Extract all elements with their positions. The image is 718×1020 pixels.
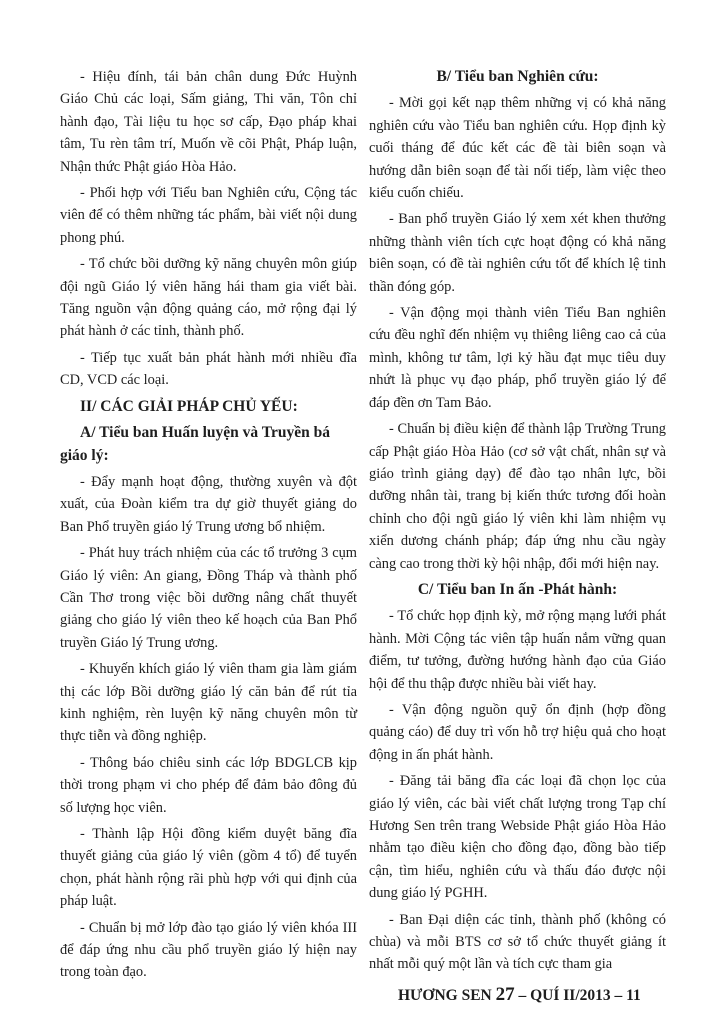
paragraph: - Vận động nguồn quỹ ổn định (hợp đồng quảng cáo) để duy trì vốn hỗ trợ hiệu quả cho hoạt động in ấn phát hành. bbox=[369, 701, 666, 763]
magazine-name: HƯƠNG SEN bbox=[398, 987, 492, 1004]
paragraph: - Tổ chức họp định kỳ, mở rộng mạng lưới phát hành. Mời Cộng tác viên tập huấn nắm vững quan điểm, tư tưởng, đường hướng hành đạo của Giáo hội để thu thập được nhiều bài viết hay. bbox=[369, 608, 666, 692]
paragraph: - Tổ chức bồi dưỡng kỹ năng chuyên môn giúp đội ngũ Giáo lý viên hăng hái tham gia viết bài. Tăng nguồn vận động quảng cáo, mở rộng đại lý phát hành ở các tỉnh, thành phố. bbox=[60, 256, 357, 340]
left-column bbox=[60, 66, 357, 988]
paragraph: - Vận động mọi thành viên Tiểu Ban nghiên cứu đều nghĩ đến nhiệm vụ thiêng liêng cao cả của mình, không tư tâm, lợi kỷ hầu đạt mục tiêu duy nhứt là phục vụ đạo pháp, phổ truyền giáo lý để đáp đền ơn Tam Bảo. bbox=[369, 305, 666, 411]
paragraph: - Khuyến khích giáo lý viên tham gia làm giám thị các lớp Bồi dưỡng giáo lý căn bản để rút tỉa kinh nghiệm, rèn luyện kỹ năng chuyên môn từ thực tiễn và đồng nghiệp. bbox=[60, 661, 357, 745]
section-heading: B/ Tiểu ban Nghiên cứu: bbox=[436, 68, 599, 85]
paragraph: - Chuẩn bị điều kiện để thành lập Trường Trung cấp Phật giáo Hòa Hảo (cơ sở vật chất, nhân sự và giáo trình giảng dạy) để đào tạo nhân lực, bồi dưỡng nhân tài, trang bị kiến thức tương đối hoàn chỉnh cho đội ngũ giáo lý viên khi làm nhiệm vụ xiển dương chánh pháp; đáp ứng nhu cầu ngày càng cao trong thời kỳ hội nhập, đổi mới hiện nay. bbox=[369, 421, 666, 572]
right-column bbox=[369, 66, 666, 980]
paragraph: - Đăng tải băng đĩa các loại đã chọn lọc của giáo lý viên, các bài viết chất lượng trong Tạp chí Hương Sen trên trang Webside Phật giáo Hòa Hảo nhằm tạo điều kiện cho đồng đạo, đồng bào tiếp cận, tìm hiểu, nghiên cứu và thấu đáo được nội dung giáo lý PGHH. bbox=[369, 773, 666, 902]
paragraph: - Tiếp tục xuất bản phát hành mới nhiều đĩa CD, VCD các loại. bbox=[60, 349, 357, 389]
page-footer bbox=[398, 984, 668, 1006]
paragraph: - Thông báo chiêu sinh các lớp BDGLCB kịp thời trong phạm vi cho phép để đảm bảo đông đủ số lượng học viên. bbox=[60, 754, 357, 816]
paragraph: - Phát huy trách nhiệm của các tổ trưởng 3 cụm Giáo lý viên: An giang, Đồng Tháp và thành phố Cần Thơ trong việc bồi dưỡng nâng chất thuyết giảng cho giáo lý viên theo kế hoạch của Ban Phổ truyền Giáo lý Trung ương. bbox=[60, 545, 357, 651]
paragraph: - Thành lập Hội đồng kiểm duyệt băng đĩa thuyết giảng của giáo lý viên (gồm 4 tổ) để tuyển chọn, phát hành rộng rãi phù hợp với qui định của pháp luật. bbox=[60, 826, 357, 910]
paragraph: - Hiệu đính, tái bản chân dung Đức Huỳnh Giáo Chủ các loại, Sấm giảng, Thi văn, Tôn chỉ hành đạo, Tài liệu tu học sơ cấp, Đạo pháp khai tâm, Tu rèn tâm trí, Muốn về cõi Phật, Pháp luận, Nhận thức Phật giáo Hòa Hảo. bbox=[60, 69, 357, 175]
page-number: 11 bbox=[626, 987, 641, 1004]
section-heading: A/ Tiểu ban Huấn luyện và Truyền bá giáo lý: bbox=[60, 424, 330, 464]
section-heading: C/ Tiểu ban In ấn -Phát hành: bbox=[417, 580, 618, 598]
paragraph: - Đẩy mạnh hoạt động, thường xuyên và đột xuất, của Đoàn kiểm tra dự giờ thuyết giảng do Ban Phổ truyền giáo lý Trung ương bổ nhiệm. bbox=[60, 473, 357, 535]
paragraph: - Phối hợp với Tiểu ban Nghiên cứu, Cộng tác viên để có thêm những tác phẩm, bài viết nội dung phong phú. bbox=[60, 185, 357, 246]
paragraph: - Chuẩn bị mở lớp đào tạo giáo lý viên khóa III để đáp ứng nhu cầu phổ truyền giáo lý hiện nay trong toàn đạo. bbox=[60, 919, 357, 981]
paragraph: - Ban phổ truyền Giáo lý xem xét khen thưởng những thành viên tích cực hoạt động có khả năng biên soạn, có đề tài nghiên cứu tốt để khích lệ tinh thần đóng góp. bbox=[369, 211, 666, 295]
issue-period: – QUÍ II/2013 – bbox=[518, 987, 623, 1004]
paragraph: - Mời gọi kết nạp thêm những vị có khả năng nghiên cứu vào Tiểu ban nghiên cứu. Họp định kỳ cuối tháng để đúc kết các đề tài biên soạn và hướng dẫn biên soạn để tài nối tiếp, làm việc theo kiểu cuốn chiếu. bbox=[369, 95, 666, 202]
paragraph: - Ban Đại diện các tỉnh, thành phố (không có chùa) và mỗi BTS cơ sở tổ chức thuyết giảng ít nhất mỗi quý một lần và tích cực tham gia bbox=[369, 911, 666, 973]
section-heading: II/ CÁC GIẢI PHÁP CHỦ YẾU: bbox=[80, 397, 298, 415]
issue-number: 27 bbox=[495, 984, 515, 1005]
